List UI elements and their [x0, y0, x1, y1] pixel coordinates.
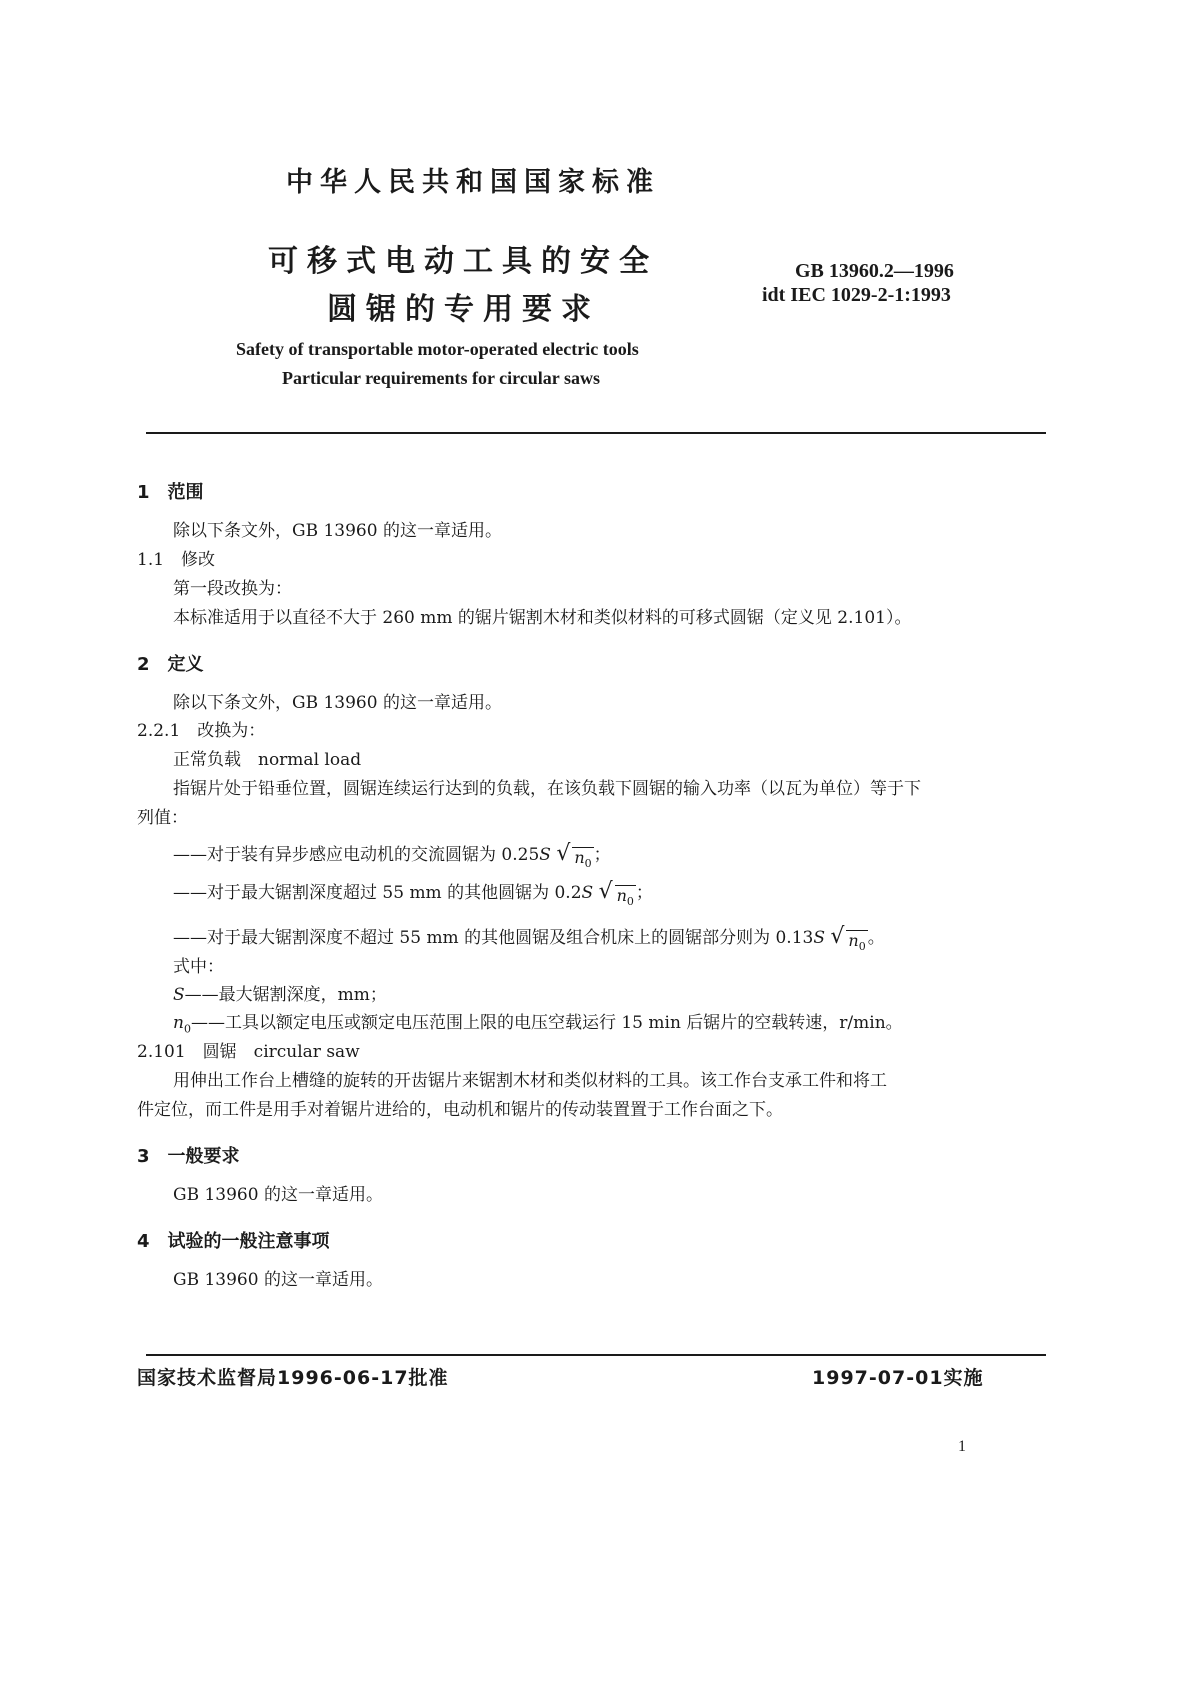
dash-item-1-text: ——对于装有异步感应电动机的交流圆锯为 0.25	[173, 845, 540, 865]
dash-item-3-end: 。	[867, 928, 885, 948]
section-4-heading: 4 试验的一般注意事项	[137, 1231, 330, 1252]
document-title-line2: 圆锯的专用要求	[327, 292, 600, 327]
dash-item-3-text: ——对于最大锯割深度不超过 55 mm 的其他圆锯及组合机床上的圆锯部分则为 0.13	[173, 928, 814, 948]
subscript-0: 0	[183, 1022, 191, 1036]
section-1-1-line1: 第一段改换为：	[173, 579, 292, 599]
dash-item-1	[173, 841, 611, 874]
document-title-line1: 可移式电动工具的安全	[268, 244, 658, 279]
english-title-line1: Safety of transportable motor-operated electric tools	[236, 339, 639, 359]
standard-code: GB 13960.2—1996	[795, 260, 954, 282]
section-1-heading: 1 范围	[137, 482, 204, 503]
n0-definition	[173, 1013, 903, 1039]
s-definition	[173, 985, 387, 1005]
s-definition-text: ——最大锯割深度，mm；	[184, 985, 387, 1005]
sqrt-n0-3: √ $n_0$	[830, 924, 866, 954]
variable-n: n	[616, 886, 627, 905]
subscript-0: 0	[858, 940, 866, 954]
variable-s: S	[813, 928, 825, 948]
footer-divider	[146, 1354, 1046, 1356]
section-1-text: 除以下条文外，GB 13960 的这一章适用。	[173, 521, 502, 541]
normal-load-definition-line1: 指锯片处于铅垂位置，圆锯连续运行达到的负载，在该负载下圆锯的输入功率（以瓦为单位）等于下	[173, 779, 921, 799]
section-4-text: GB 13960 的这一章适用。	[173, 1270, 383, 1290]
normal-load-definition-line2: 列值：	[137, 808, 188, 828]
subscript-0: 0	[584, 857, 592, 871]
dash-item-3	[173, 924, 885, 957]
variable-n: n	[574, 848, 585, 867]
implementation-date: 1997-07-01实施	[812, 1367, 984, 1389]
section-2-text: 除以下条文外，GB 13960 的这一章适用。	[173, 693, 502, 713]
normal-load-term: 正常负载 normal load	[173, 750, 362, 770]
n0-definition-text: ——工具以额定电压或额定电压范围上限的电压空载运行 15 min 后锯片的空载转速，r/min。	[190, 1013, 903, 1033]
section-1-1-heading: 1.1 修改	[137, 550, 216, 570]
variable-s: S	[539, 845, 551, 865]
sqrt-n0-2: √ $n_0$	[598, 879, 634, 909]
section-1-1-line2: 本标准适用于以直径不大于 260 mm 的锯片锯割木材和类似材料的可移式圆锯（定义见 2.101）。	[173, 608, 912, 628]
section-2-101-line1: 用伸出工作台上槽缝的旋转的开齿锯片来锯割木材和类似材料的工具。该工作台支承工件和将工	[173, 1071, 887, 1091]
section-2-101-heading: 2.101 圆锯 circular saw	[137, 1042, 360, 1062]
approval-date: 国家技术监督局1996-06-17批准	[137, 1367, 449, 1389]
dash-item-2-end: ；	[635, 883, 653, 903]
idt-code: idt IEC 1029-2-1:1993	[762, 284, 951, 306]
dash-item-1-end: ；	[593, 845, 611, 865]
page-number: 1	[958, 1438, 966, 1455]
section-3-heading: 3 一般要求	[137, 1146, 240, 1167]
variable-n: n	[848, 931, 859, 950]
national-standard-title: 中华人民共和国国家标准	[286, 167, 660, 198]
dash-item-2-text: ——对于最大锯割深度超过 55 mm 的其他圆锯为 0.2	[173, 883, 582, 903]
subscript-0: 0	[626, 895, 634, 909]
where-label: 式中：	[173, 957, 224, 977]
sqrt-n0-1: √ $n_0$	[556, 841, 592, 871]
dash-item-2	[173, 879, 653, 912]
variable-s: S	[581, 883, 594, 903]
section-3-text: GB 13960 的这一章适用。	[173, 1185, 383, 1205]
section-2-2-1-heading: 2.2.1 改换为：	[137, 721, 266, 741]
variable-n: n	[173, 1013, 184, 1033]
section-2-101-line2: 件定位，而工件是用手对着锯片进给的，电动机和锯片的传动装置置于工作台面之下。	[137, 1100, 783, 1120]
section-2-heading: 2 定义	[137, 654, 204, 675]
english-title-line2: Particular requirements for circular saws	[282, 368, 600, 388]
header-divider	[146, 432, 1046, 434]
variable-s: S	[173, 985, 185, 1005]
